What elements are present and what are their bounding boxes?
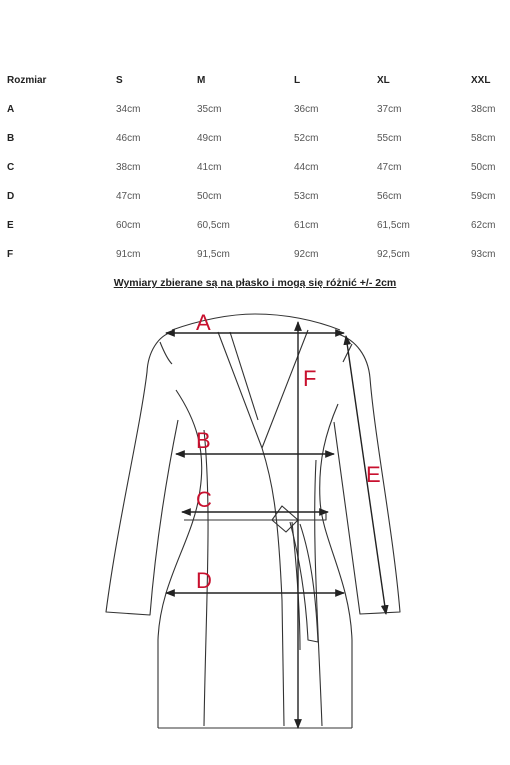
label-c: C: [196, 487, 212, 512]
table-row: [0, 95, 510, 124]
table-cell: 49cm: [197, 133, 222, 144]
table-cell: 50cm: [471, 162, 496, 173]
dress-outline: [106, 314, 400, 728]
header-size: Rozmiar: [7, 75, 47, 86]
row-label: E: [7, 220, 14, 231]
row-label: F: [7, 249, 14, 260]
table-cell: 59cm: [471, 191, 496, 202]
table-cell: 50cm: [197, 191, 222, 202]
table-cell: 61cm: [294, 220, 319, 231]
header-xl: XL: [377, 75, 390, 86]
table-cell: 35cm: [197, 104, 222, 115]
measure-labels: [196, 310, 381, 593]
table-cell: 47cm: [377, 162, 402, 173]
table-cell: 52cm: [294, 133, 319, 144]
label-a: A: [196, 310, 211, 335]
table-cell: 47cm: [116, 191, 141, 202]
table-cell: 61,5cm: [377, 220, 410, 231]
table-cell: 93cm: [471, 249, 496, 260]
label-d: D: [196, 568, 212, 593]
header-m: M: [197, 75, 206, 86]
table-row: [0, 182, 510, 211]
table-cell: 41cm: [197, 162, 222, 173]
row-label: D: [7, 191, 15, 202]
table-cell: 92cm: [294, 249, 319, 260]
table-cell: 91,5cm: [197, 249, 230, 260]
table-cell: 34cm: [116, 104, 141, 115]
table-row: [0, 211, 510, 240]
row-label: C: [7, 162, 15, 173]
header-l: L: [294, 75, 301, 86]
table-cell: 46cm: [116, 133, 141, 144]
table-cell: 53cm: [294, 191, 319, 202]
header-xxl: XXL: [471, 75, 491, 86]
table-cell: 92,5cm: [377, 249, 410, 260]
row-label: B: [7, 133, 15, 144]
table-cell: 37cm: [377, 104, 402, 115]
size-table: [0, 66, 510, 269]
table-row: [0, 240, 510, 269]
table-cell: 55cm: [377, 133, 402, 144]
row-label: A: [7, 104, 15, 115]
table-cell: 60,5cm: [197, 220, 230, 231]
table-cell: 60cm: [116, 220, 141, 231]
measurement-note: Wymiary zbierane są na płasko i mogą się różnić +/- 2cm: [113, 277, 397, 289]
table-row: [0, 153, 510, 182]
measure-arrows: [166, 322, 386, 728]
label-e: E: [366, 462, 381, 487]
table-cell: 44cm: [294, 162, 319, 173]
table-cell: 58cm: [471, 133, 496, 144]
label-f: F: [303, 366, 317, 391]
table-cell: 36cm: [294, 104, 319, 115]
table-header-row: [0, 66, 510, 95]
garment-measurement-diagram: [0, 300, 510, 755]
table-row: [0, 124, 510, 153]
header-s: S: [116, 75, 123, 86]
table-cell: 56cm: [377, 191, 402, 202]
table-cell: 38cm: [471, 104, 496, 115]
table-cell: 38cm: [116, 162, 141, 173]
table-cell: 91cm: [116, 249, 141, 260]
label-b: B: [196, 428, 211, 453]
table-cell: 62cm: [471, 220, 496, 231]
